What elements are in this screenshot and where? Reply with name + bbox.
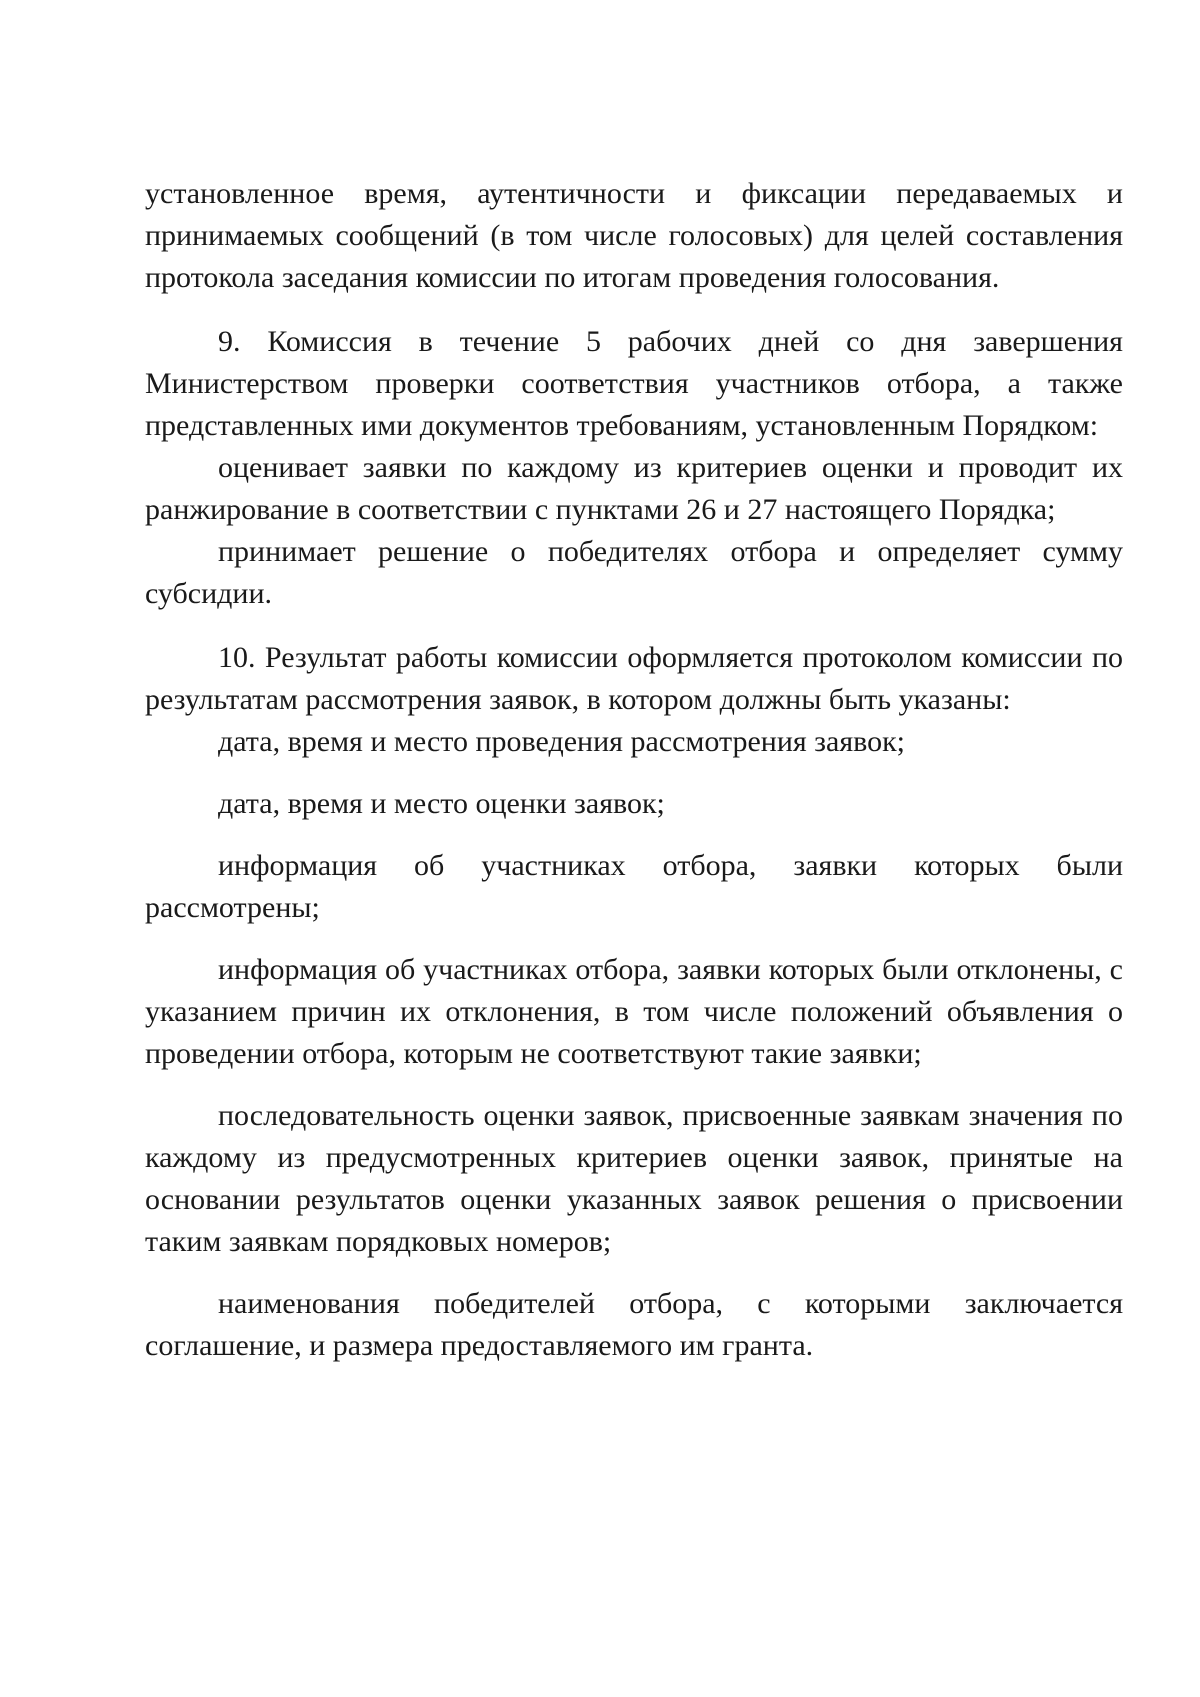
paragraph-item-10-winners: наименования победителей отбора, с которыми заключается соглашение, и размера предоставляемого им гранта. [145, 1287, 1123, 1362]
paragraph-item-9: 9. Комиссия в течение 5 рабочих дней со дня завершения Министерством проверки соответствия участников отбора, а также представленных ими документов требованиям, установленным Порядком: [145, 325, 1123, 442]
document-page [145, 173, 1123, 1367]
paragraph-item-10-review-date: дата, время и место проведения рассмотрения заявок; [218, 725, 906, 758]
paragraph-continuation: установленное время, аутентичности и фиксации передаваемых и принимаемых сообщений (в том числе голосовых) для целей составления протокола заседания комиссии по итогам проведения голосования. [145, 177, 1123, 294]
paragraph-item-10-sequence: последовательность оценки заявок, присвоенные заявкам значения по каждому из предусмотренных критериев оценки заявок, принятые на основании результатов оценки указанных заявок решения о присвоении таким заявкам порядковых номеров; [145, 1099, 1123, 1258]
paragraph-item-10: 10. Результат работы комиссии оформляется протоколом комиссии по результатам рассмотрения заявок, в котором должны быть указаны: [145, 641, 1123, 716]
paragraph-item-9-assess: оценивает заявки по каждому из критериев оценки и проводит их ранжирование в соответствии с пунктами 26 и 27 настоящего Порядка; [145, 451, 1123, 526]
paragraph-item-9-decide: принимает решение о победителях отбора и определяет сумму субсидии. [145, 535, 1123, 610]
paragraph-item-10-reviewed-info: информация об участниках отбора, заявки которых были рассмотрены; [145, 849, 1123, 924]
paragraph-item-10-assess-date: дата, время и место оценки заявок; [218, 787, 665, 820]
paragraph-item-10-rejected-info: информация об участниках отбора, заявки которых были отклонены, с указанием причин их отклонения, в том числе положений объявления о проведении отбора, которым не соответствуют такие заявки; [145, 953, 1123, 1070]
